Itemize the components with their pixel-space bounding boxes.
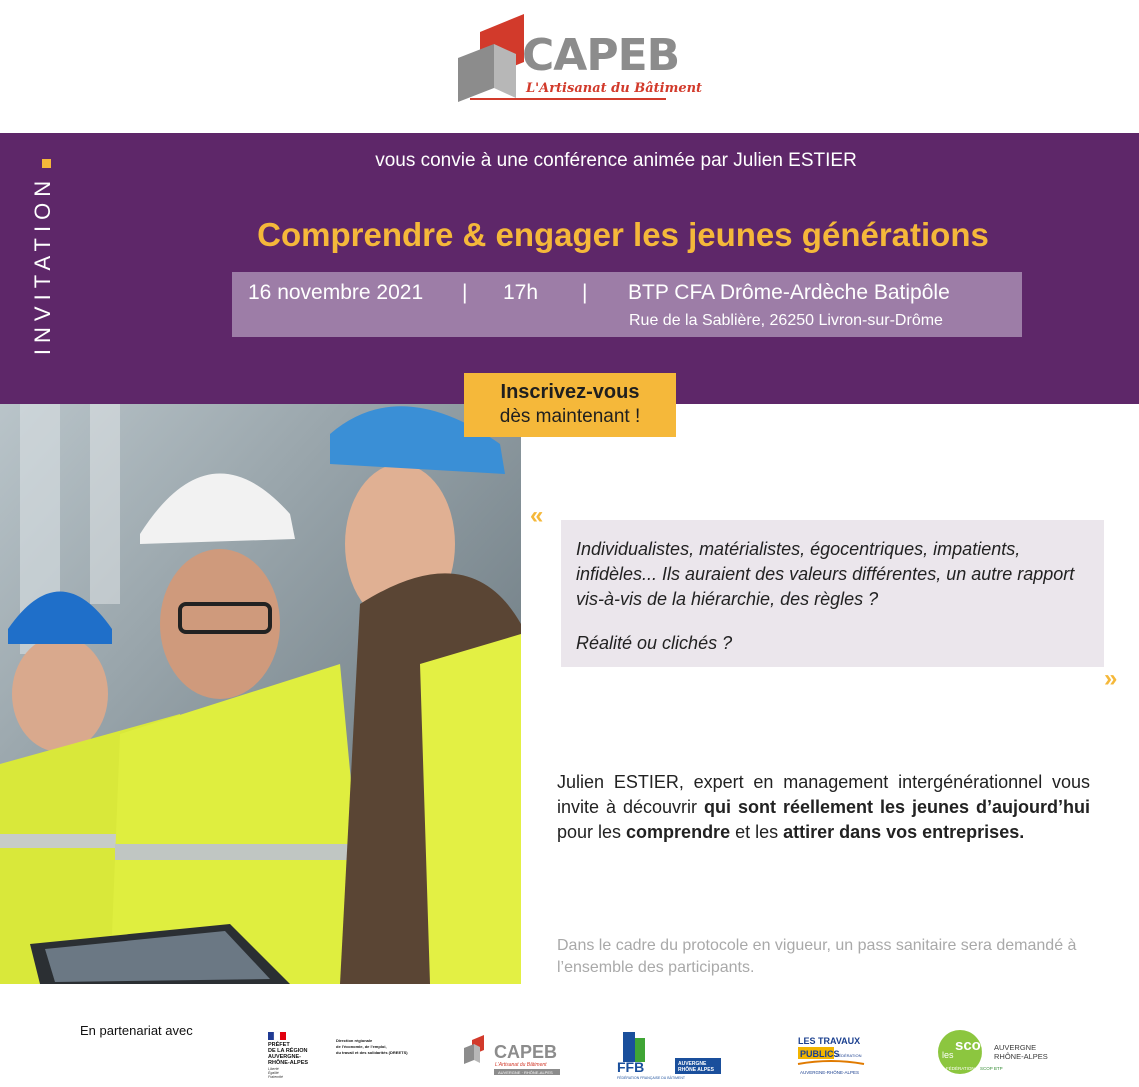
prefet-line: RHÔNE-ALPES: [268, 1060, 309, 1066]
desc-text: Julien ESTIER, expert en management intergénérationnel vous invite à découvrir: [557, 772, 1090, 817]
event-venue: BTP CFA Drôme-Ardèche Batipôle: [628, 281, 950, 304]
tp-side: FÉDÉRATION: [836, 1053, 862, 1058]
logo-wordmark: CAPEB: [522, 30, 680, 81]
ffb-bottom: FÉDÉRATION FRANÇAISE DU BÂTIMENT: [617, 1076, 685, 1080]
register-button[interactable]: [464, 373, 676, 437]
dreets-line: du travail et des solidarités (DREETS): [336, 1050, 408, 1055]
info-separator: |: [582, 281, 588, 304]
ffb-logo-icon: [615, 1028, 723, 1080]
prefet-line: AUVERGNE-: [268, 1054, 302, 1060]
scop-btp: SCOP BTP: [980, 1066, 1003, 1071]
desc-emphasis: attirer dans vos entreprises.: [783, 822, 1025, 842]
desc-text: pour les: [557, 822, 627, 842]
info-separator: |: [462, 281, 468, 304]
capeb-partner-tagline: L'Artisanat du Bâtiment: [495, 1062, 547, 1068]
partners-label: En partenariat avec: [80, 1023, 193, 1038]
register-button-line1: Inscrivez-vous: [500, 381, 640, 403]
ffb-side: AUVERGNE: [678, 1061, 707, 1067]
dreets-line: de l'économie, de l'emploi,: [336, 1044, 387, 1049]
scop-btp-logo-icon: [938, 1026, 1058, 1078]
desc-emphasis: qui sont réellement les jeunes d’aujourd’hui: [704, 797, 1090, 817]
sanitary-pass-note: Dans le cadre du protocole en vigueur, un pass sanitaire sera demandé à l’ensemble des participants.: [557, 937, 1077, 976]
quote-text: Individualistes, matérialistes, égocentriques, impatients, infidèles... Ils auraient des valeurs différentes, un autre rapport vis-à-vis de la hiérarchie, des règles ?: [576, 539, 1075, 609]
desc-emphasis: comprendre: [626, 822, 731, 842]
quote-question: Réalité ou clichés ?: [576, 633, 733, 653]
scop-region: RHÔNE-ALPES: [994, 1052, 1048, 1061]
quote-close-icon: »: [1104, 665, 1118, 692]
ffb-side: RHÔNE ALPES: [678, 1067, 714, 1073]
dreets-line: Direction régionale: [336, 1038, 373, 1043]
invite-line: vous convie à une conférence animée par Julien ESTIER: [375, 150, 857, 171]
scop-federation: FÉDÉRATION: [946, 1066, 975, 1071]
ffb-word: FFB: [617, 1059, 645, 1075]
tp-line: LES TRAVAUX: [798, 1036, 861, 1046]
prefet-motto: Liberté: [268, 1067, 279, 1071]
description-paragraph: [557, 770, 1090, 845]
event-banner: [0, 133, 1139, 404]
event-title: Comprendre & engager les jeunes générations: [257, 216, 989, 253]
desc-text: et les: [730, 822, 784, 842]
capeb-partner-region: AUVERGNE · RHÔNE-ALPES: [498, 1070, 553, 1075]
scop-les: les: [942, 1050, 954, 1060]
tp-region: AUVERGNE-RHÔNE-ALPES: [800, 1070, 860, 1075]
invitation-label: INVITATION: [30, 174, 55, 356]
scop-region: AUVERGNE: [994, 1043, 1037, 1052]
prefet-line: PRÉFET: [268, 1042, 290, 1048]
logo-tagline: L'Artisanat du Bâtiment: [526, 81, 703, 96]
capeb-partner-word: CAPEB: [494, 1042, 558, 1062]
quote-open-icon: «: [530, 502, 544, 529]
event-time: 17h: [503, 281, 539, 304]
prefet-motto: Fraternité: [268, 1075, 283, 1079]
register-button-line2: dès maintenant !: [499, 406, 641, 427]
tp-line: PUBLICS: [800, 1049, 840, 1059]
construction-workers-photo: [0, 404, 521, 984]
scop-word: scop: [955, 1037, 991, 1054]
prefet-line: DE LA RÉGION: [268, 1048, 308, 1054]
travaux-publics-logo-icon: [796, 1030, 866, 1078]
prefet-motto: Égalité: [268, 1071, 279, 1075]
prefet-region-logo-icon: [266, 1030, 426, 1082]
event-date: 16 novembre 2021: [248, 281, 424, 304]
event-address: Rue de la Sablière, 26250 Livron-sur-Drôme: [629, 312, 943, 329]
capeb-partner-logo-icon: [462, 1034, 564, 1076]
